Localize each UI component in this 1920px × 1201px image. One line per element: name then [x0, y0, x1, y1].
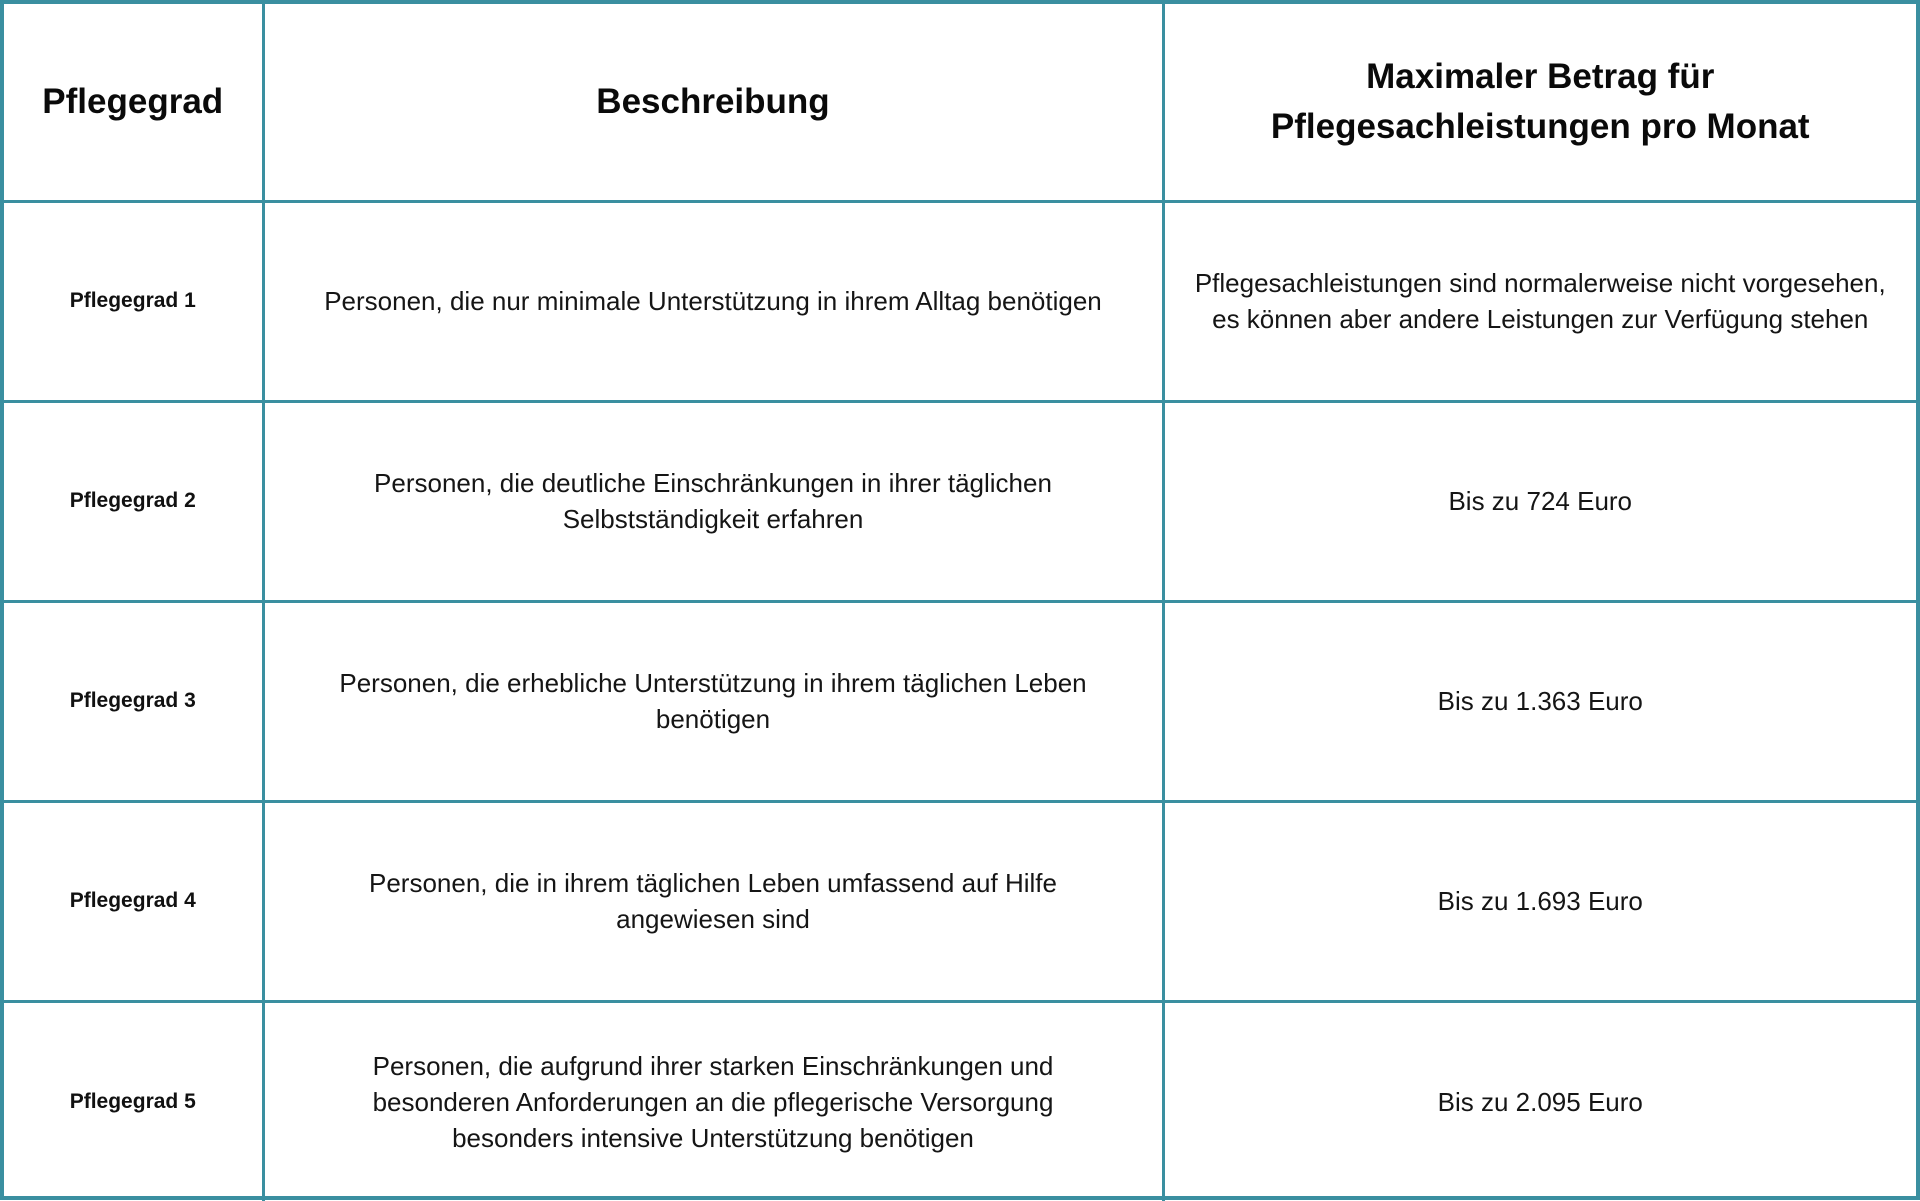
description-text: Personen, die in ihrem täglichen Leben umfassend auf Hilfe angewiesen sind — [369, 868, 1057, 934]
care-level-table — [4, 4, 1916, 1201]
column-header-max-amount-text: Maximaler Betrag für Pflegesachleistungen pro Monat — [1270, 56, 1810, 146]
description-cell — [263, 1001, 1163, 1201]
description-text: Personen, die deutliche Einschränkungen in ihrer täglichen Selbstständigkeit erfahren — [374, 468, 1052, 534]
description-text: Personen, die aufgrund ihrer starken Einschränkungen und besonderen Anforderungen an die pflegerische Versorgung besonders intensive Unterstützung benötigen — [372, 1050, 1054, 1153]
description-cell — [263, 601, 1163, 801]
amount-cell: Bis zu 1.693 Euro — [1163, 801, 1916, 1001]
care-level-cell: Pflegegrad 1 — [4, 201, 263, 401]
amount-cell: Pflegesachleistungen sind normalerweise nicht vorgesehen, es können aber andere Leistungen zur Verfügung stehen — [1163, 201, 1916, 401]
table-row — [4, 201, 1916, 401]
column-header-care-level: Pflegegrad — [4, 4, 263, 201]
table-row — [4, 601, 1916, 801]
column-header-description: Beschreibung — [263, 4, 1163, 201]
description-text: Personen, die erhebliche Unterstützung in ihrem täglichen Leben benötigen — [339, 668, 1087, 734]
table-row — [4, 1001, 1916, 1201]
care-level-cell: Pflegegrad 5 — [4, 1001, 263, 1201]
description-cell: Personen, die nur minimale Unterstützung in ihrem Alltag benötigen — [263, 201, 1163, 401]
care-level-cell: Pflegegrad 2 — [4, 401, 263, 601]
description-cell — [263, 401, 1163, 601]
column-header-max-amount — [1163, 4, 1916, 201]
care-level-cell: Pflegegrad 3 — [4, 601, 263, 801]
care-level-cell: Pflegegrad 4 — [4, 801, 263, 1001]
table-row — [4, 401, 1916, 601]
amount-cell: Bis zu 724 Euro — [1163, 401, 1916, 601]
description-cell — [263, 801, 1163, 1001]
amount-cell: Bis zu 2.095 Euro — [1163, 1001, 1916, 1201]
amount-cell: Bis zu 1.363 Euro — [1163, 601, 1916, 801]
table-header-row — [4, 4, 1916, 201]
table-row — [4, 801, 1916, 1001]
